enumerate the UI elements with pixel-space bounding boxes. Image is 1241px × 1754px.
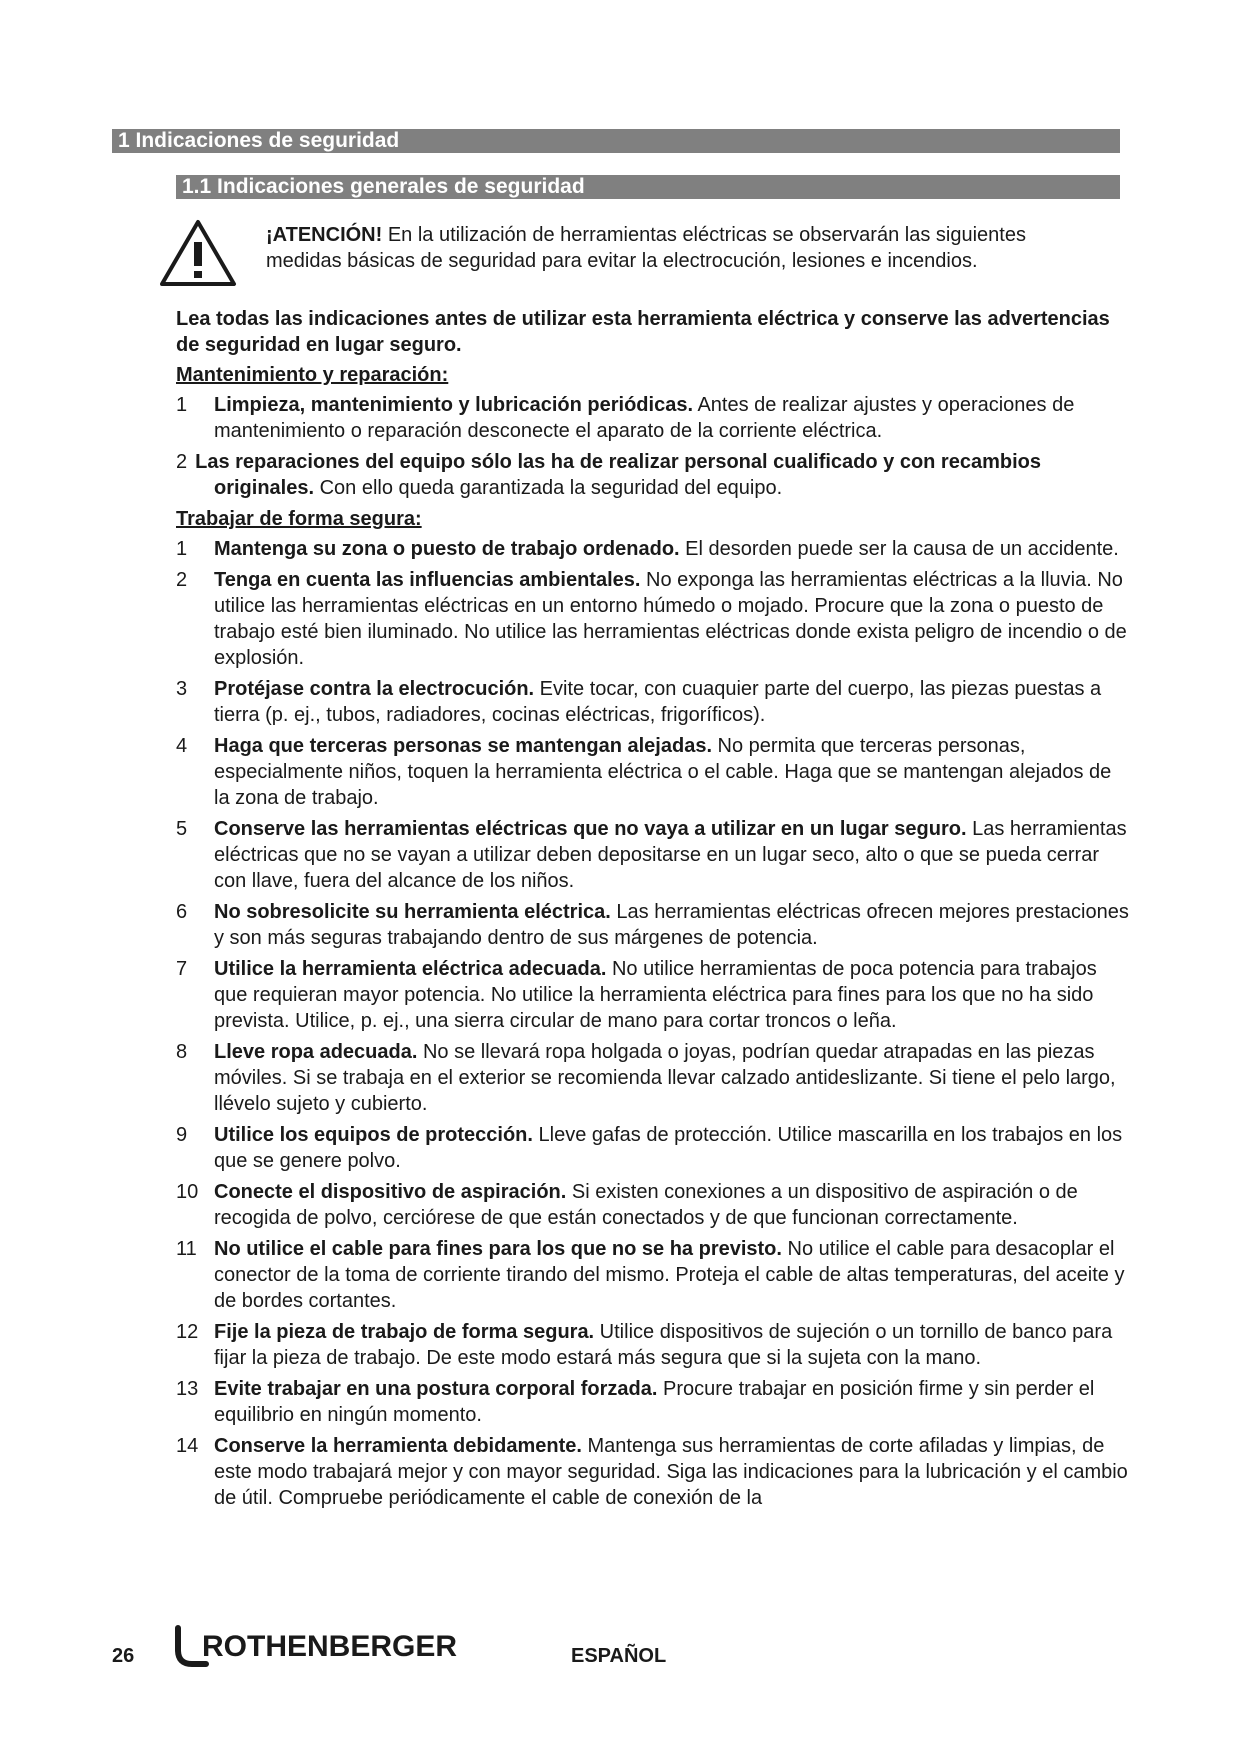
- item-text: No exponga las herramientas eléctricas a la lluvia. No utilice las herramientas eléctricas en un entorno húmedo o mojado. Procure que la zona o puesto de trabajo esté bien iluminado. No utilice las herramientas eléctricas donde exista peligro de incendio o de explosión.: [214, 569, 1127, 669]
- page-number: 26: [112, 1645, 135, 1667]
- item-title: Conecte el dispositivo de aspiración.: [214, 1181, 567, 1203]
- rothenberger-logo: [172, 1622, 472, 1670]
- item-text: Lleve gafas de protección. Utilice mascarilla en los trabajos en los que se genere polvo.: [214, 1124, 1123, 1172]
- list-item: [176, 536, 1132, 562]
- list-item: [176, 816, 1132, 894]
- item-text: Si existen conexiones a un dispositivo de aspiración o de recogida de polvo, cerciórese de que están conectados y de que funcionan correctamente.: [214, 1181, 1078, 1229]
- safe-work-heading: Trabajar de forma segura:: [176, 508, 422, 530]
- list-item: [176, 392, 1132, 444]
- item-title: Limpieza, mantenimiento y lubricación periódicas.: [214, 394, 694, 416]
- list-item: [176, 1236, 1132, 1314]
- list-item: [176, 899, 1132, 951]
- item-title: Utilice los equipos de protección.: [214, 1124, 533, 1146]
- subsection-title: 1.1 Indicaciones generales de seguridad: [176, 175, 1120, 199]
- item-text: Utilice dispositivos de sujeción o un tornillo de banco para fijar la pieza de trabajo. De este modo estará más segura que si la sujeta con la mano.: [214, 1321, 1113, 1369]
- item-title: Conserve la herramienta debidamente.: [214, 1435, 582, 1457]
- item-number: 7: [176, 958, 188, 980]
- list-item: [176, 1179, 1132, 1231]
- item-title: Mantenga su zona o puesto de trabajo ordenado.: [214, 538, 680, 560]
- item-title: Tenga en cuenta las influencias ambientales.: [214, 569, 641, 591]
- item-title: Utilice la herramienta eléctrica adecuada.: [214, 958, 607, 980]
- item-title: Conserve las herramientas eléctricas que no vaya a utilizar en un lugar seguro.: [214, 818, 967, 840]
- list-item: [176, 449, 1132, 501]
- item-number: 11: [176, 1238, 197, 1260]
- list-item: [176, 956, 1132, 1034]
- item-title: Haga que terceras personas se mantengan alejadas.: [214, 735, 712, 757]
- item-title: Lleve ropa adecuada.: [214, 1041, 418, 1063]
- content: [176, 306, 1132, 1516]
- list-item: [176, 1319, 1132, 1371]
- item-title: Las reparaciones del equipo sólo las ha de realizar personal cualificado y con recambios originales.: [195, 451, 1041, 499]
- item-text: Con ello queda garantizada la seguridad del equipo.: [314, 477, 783, 499]
- maintenance-heading: Mantenimiento y reparación:: [176, 364, 449, 386]
- item-title: Fije la pieza de trabajo de forma segura.: [214, 1321, 595, 1343]
- item-title: Evite trabajar en una postura corporal forzada.: [214, 1378, 658, 1400]
- item-number: 8: [176, 1041, 188, 1063]
- list-item: [176, 733, 1132, 811]
- item-number: 13: [176, 1378, 199, 1400]
- item-text: El desorden puede ser la causa de un accidente.: [679, 538, 1119, 560]
- list-item: [176, 1433, 1132, 1511]
- item-title: No utilice el cable para fines para los que no se ha previsto.: [214, 1238, 782, 1260]
- item-number: 2: [176, 451, 188, 473]
- warning-triangle-icon: [158, 218, 238, 288]
- item-text: No utilice el cable para desacoplar el conector de la toma de corriente tirando del mismo. Proteja el cable de altas temperaturas, del aceite y de bordes cortantes.: [214, 1238, 1125, 1312]
- item-number: 2: [176, 569, 188, 591]
- item-number: 9: [176, 1124, 188, 1146]
- section-title: 1 Indicaciones de seguridad: [112, 129, 1120, 153]
- item-title: No sobresolicite su herramienta eléctrica.: [214, 901, 611, 923]
- item-number: 5: [176, 818, 188, 840]
- item-text: Procure trabajar en posición firme y sin perder el equilibrio en ningún momento.: [214, 1378, 1095, 1426]
- item-text: Mantenga sus herramientas de corte afiladas y limpias, de este modo trabajará mejor y con mayor seguridad. Siga las indicaciones para la lubricación y el cambio de útil. Compruebe periódicamente el cable de conexión de la: [214, 1435, 1128, 1509]
- item-number: 1: [176, 538, 188, 560]
- item-text: No se llevará ropa holgada o joyas, podrían quedar atrapadas en las piezas móviles. Si se trabaja en el exterior se recomienda llevar calzado antideslizante. Si tiene el pelo largo, llévelo sujeto y cubierto.: [214, 1041, 1116, 1115]
- item-text: Evite tocar, con cuaquier parte del cuerpo, las piezas puestas a tierra (p. ej., tubos, radiadores, cocinas eléctricas, frigoríficos).: [214, 678, 1102, 726]
- item-text: No utilice herramientas de poca potencia para trabajos que requieran mayor potencia. No utilice la herramienta eléctrica para fines para los que no ha sido prevista. Utilice, p. ej., una sierra circular de mano para cortar troncos o leña.: [214, 958, 1097, 1032]
- item-number: 10: [176, 1181, 199, 1203]
- item-title: Protéjase contra la electrocución.: [214, 678, 535, 700]
- warning-label: ¡ATENCIÓN!: [266, 224, 383, 246]
- item-number: 12: [176, 1321, 199, 1343]
- list-item: [176, 1376, 1132, 1428]
- list-item: [176, 1039, 1132, 1117]
- list-item: [176, 1122, 1132, 1174]
- list-item: [176, 676, 1132, 728]
- item-number: 6: [176, 901, 188, 923]
- item-number: 14: [176, 1435, 199, 1457]
- item-text: Las herramientas eléctricas ofrecen mejores prestaciones y son más seguras trabajando dentro de sus márgenes de potencia.: [214, 901, 1129, 949]
- item-text: Las herramientas eléctricas que no se vayan a utilizar deben depositarse en un lugar seco, alto o que se pueda cerrar con llave, fuera del alcance de los niños.: [214, 818, 1127, 892]
- list-item: [176, 567, 1132, 671]
- item-text: Antes de realizar ajustes y operaciones de mantenimiento o reparación desconecte el aparato de la corriente eléctrica.: [214, 394, 1075, 442]
- brand-name: ROTHENBERGER: [202, 1630, 458, 1663]
- warning-body: En la utilización de herramientas eléctricas se observarán las siguientes medidas básicas de seguridad para evitar la electrocución, lesiones e incendios.: [266, 224, 1026, 272]
- language-label: ESPAÑOL: [571, 1645, 667, 1667]
- item-number: 4: [176, 735, 188, 757]
- item-text: No permita que terceras personas, especialmente niños, toquen la herramienta eléctrica o el cable. Haga que se mantengan alejados de la zona de trabajo.: [214, 735, 1112, 809]
- item-number: 3: [176, 678, 188, 700]
- intro-paragraph: Lea todas las indicaciones antes de utilizar esta herramienta eléctrica y conserve las advertencias de seguridad en lugar seguro.: [176, 308, 1110, 356]
- item-number: 1: [176, 394, 188, 416]
- warning-text: [266, 222, 1106, 274]
